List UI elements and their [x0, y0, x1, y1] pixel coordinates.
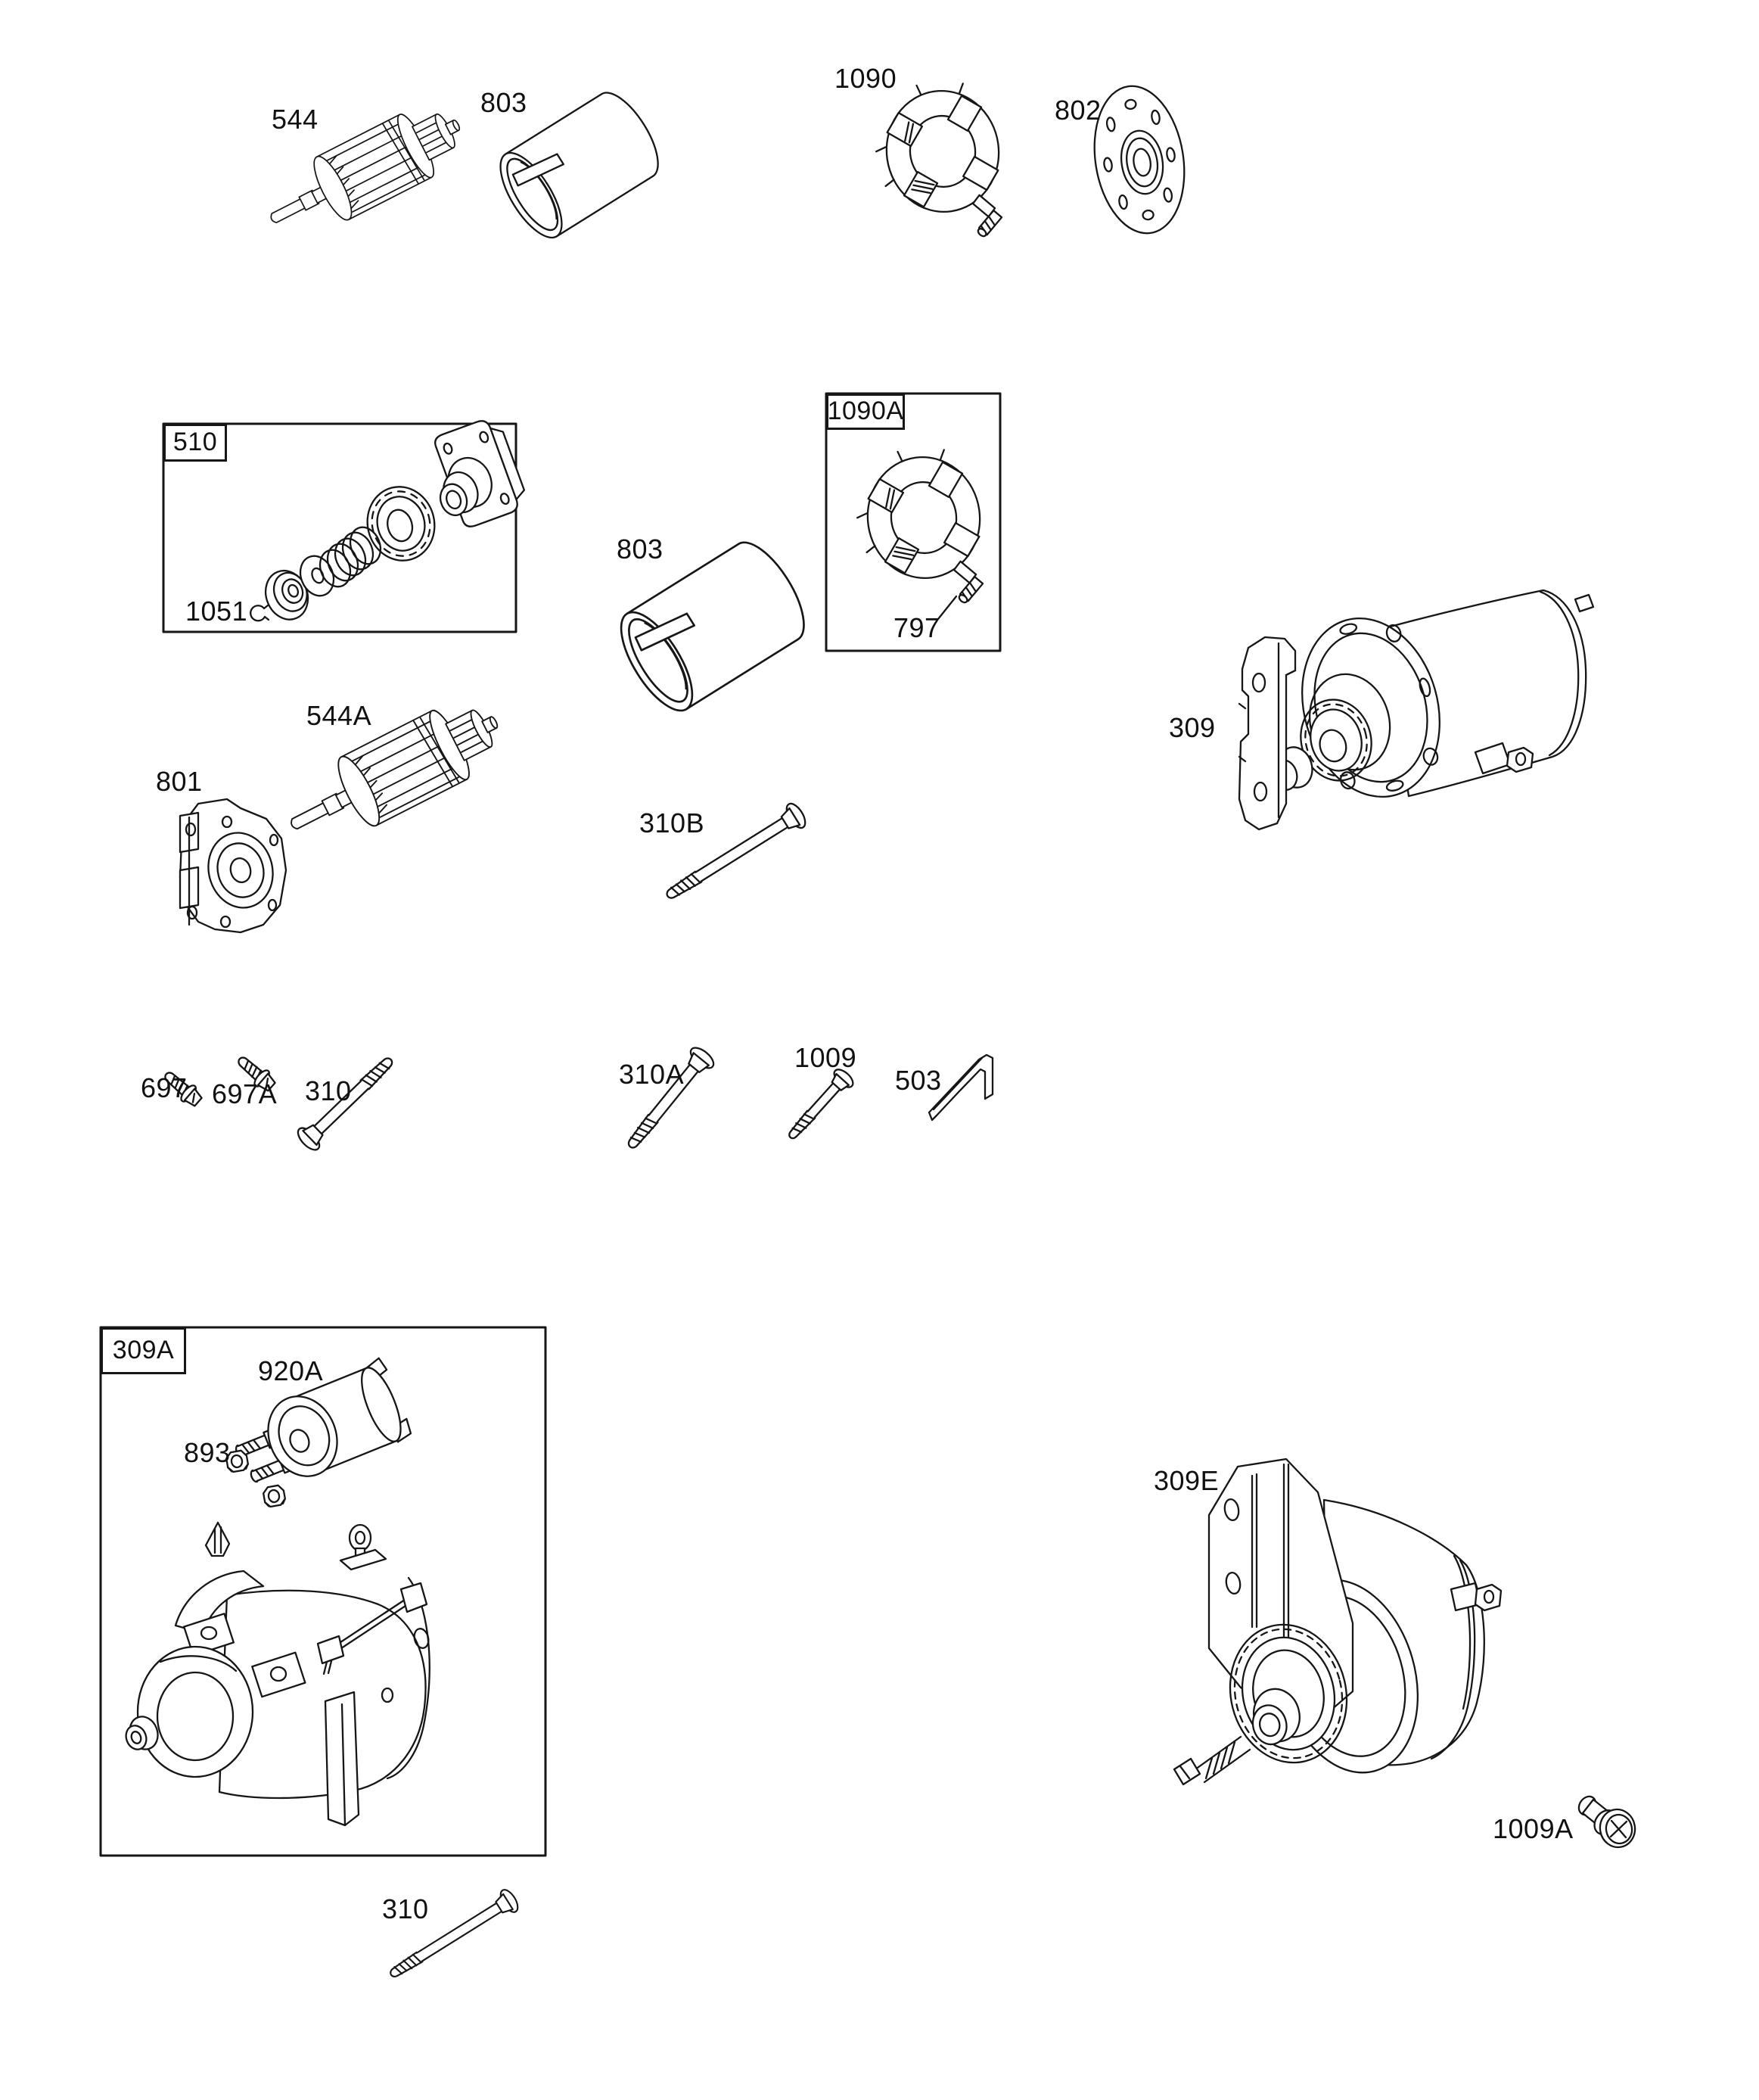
label-1090a-box: 1090A — [826, 394, 905, 430]
label-803-mid: 803 — [617, 534, 664, 565]
label-893: 893 — [184, 1437, 231, 1468]
label-309: 309 — [1169, 712, 1216, 743]
label-310-mid: 310 — [305, 1075, 352, 1106]
label-310-bottom: 310 — [382, 1893, 429, 1924]
leader-797 — [938, 596, 956, 619]
part-1090a-brush-holder — [849, 442, 992, 619]
part-1051-retaining-ring — [250, 605, 269, 621]
label-920a: 920A — [258, 1355, 324, 1386]
label-802: 802 — [1055, 95, 1102, 126]
part-309a-starter-motor — [123, 1523, 430, 1825]
label-803-top: 803 — [480, 87, 527, 118]
part-1009a-screw — [1575, 1794, 1638, 1850]
label-797: 797 — [893, 612, 940, 643]
label-1009a: 1009A — [1493, 1813, 1574, 1844]
label-544: 544 — [272, 104, 319, 135]
label-544a: 544A — [306, 700, 372, 731]
label-310b: 310B — [639, 807, 705, 838]
part-309e-starter-motor — [1174, 1459, 1501, 1789]
part-801-end-bracket — [180, 799, 286, 932]
clutch-housing — [419, 415, 530, 534]
label-309a-box: 309A — [101, 1327, 186, 1374]
label-697a: 697A — [212, 1078, 278, 1109]
label-503: 503 — [895, 1065, 942, 1096]
label-1009: 1009 — [794, 1042, 857, 1073]
label-1051: 1051 — [185, 596, 248, 627]
label-510-box: 510 — [163, 424, 227, 462]
label-1090: 1090 — [834, 63, 897, 94]
label-801: 801 — [156, 766, 203, 797]
part-1009-bolt — [782, 1066, 856, 1145]
label-309e: 309E — [1154, 1465, 1220, 1496]
pinion-gear — [359, 479, 443, 568]
part-309-starter-motor — [1239, 590, 1593, 829]
label-310a: 310A — [619, 1059, 685, 1090]
drive-spring — [315, 523, 386, 592]
label-697: 697 — [141, 1072, 188, 1103]
part-1090-brush-holder — [868, 76, 1011, 252]
part-510-drive-assembly — [250, 415, 530, 626]
